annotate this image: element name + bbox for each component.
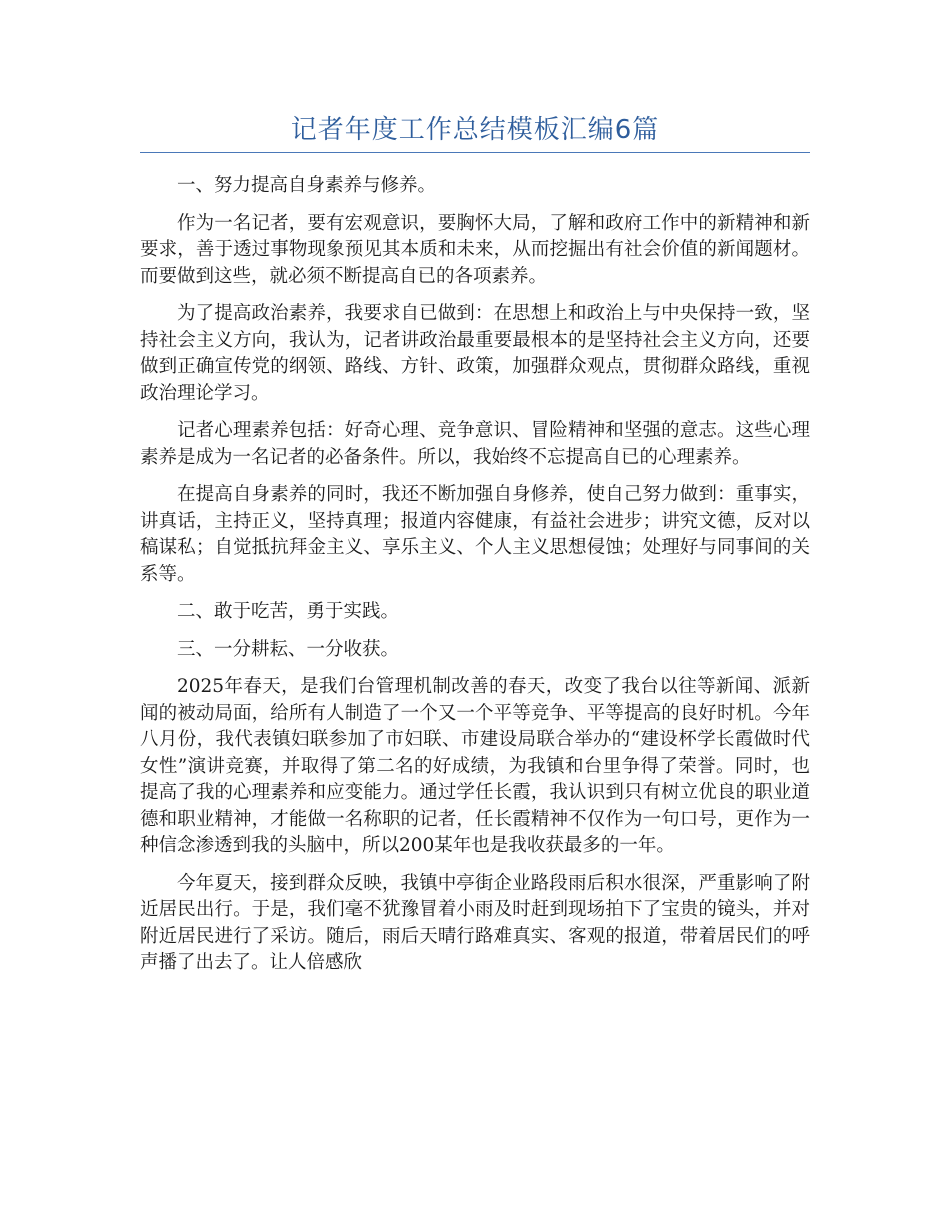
body-paragraph: 今年夏天，接到群众反映，我镇中亭街企业路段雨后积水很深，严重影响了附近居民出行。于是，我们毫不犹豫冒着小雨及时赶到现场拍下了宝贵的镜头，并对附近居民进行了采访。随后，雨后天晴行路难真实、客观的报道，带着居民们的呼声播了出去了。让人倍感欣	[140, 872, 810, 973]
document-title: 记者年度工作总结模板汇编6篇	[290, 115, 660, 145]
section-heading-3: 三、一分耕耘、一分收获。	[177, 638, 400, 660]
body-paragraph: 在提高自身素养的同时，我还不断加强自身修养，使自己努力做到：重事实，讲真话，主持正义，坚持真理；报道内容健康，有益社会进步；讲究文德，反对以稿谋私；自觉抵抗拜金主义、享乐主义、个人主义思想侵蚀；处理好与同事间的关系等。	[140, 484, 810, 585]
body-paragraph: 作为一名记者，要有宏观意识，要胸怀大局，了解和政府工作中的新精神和新要求，善于透过事物现象预见其本质和未来，从而挖掘出有社会价值的新闻题材。而要做到这些，就必须不断提高自已的各项素养。	[140, 212, 810, 287]
body-paragraph: 记者心理素养包括：好奇心理、竞争意识、冒险精神和坚强的意志。这些心理素养是成为一名记者的必备条件。所以，我始终不忘提高自已的心理素养。	[140, 420, 810, 468]
section-heading-1: 一、努力提高自身素养与修养。	[177, 175, 437, 196]
body-paragraph: 2025年春天，是我们台管理机制改善的春天，改变了我台以往等新闻、派新闻的被动局面，给所有人制造了一个又一个平等竞争、平等提高的良好时机。今年八月份，我代表镇妇联参加了市妇联、市建设局联合举办的“建设杯学长霞做时代女性”演讲竞赛，并取得了第二名的好成绩，为我镇和台里争得了荣誉。同时，也提高了我的心理素养和应变能力。通过学任长霞，我认识到只有树立优良的职业道德和职业精神，才能做一名称职的记者，任长霞精神不仅作为一句口号，更作为一种信念渗透到我的头脑中，所以200某年也是我收获最多的一年。	[140, 676, 810, 856]
document-body	[140, 173, 810, 988]
title-underline	[140, 152, 810, 153]
section-heading-2: 二、敢于吃苦，勇于实践。	[177, 601, 400, 622]
body-paragraph: 为了提高政治素养，我要求自已做到：在思想上和政治上与中央保持一致，坚持社会主义方向，我认为，记者讲政治最重要最根本的是坚持社会主义方向，还要做到正确宣传党的纲领、路线、方针、政策，加强群众观点，贯彻群众路线，重视政治理论学习。	[140, 303, 810, 404]
